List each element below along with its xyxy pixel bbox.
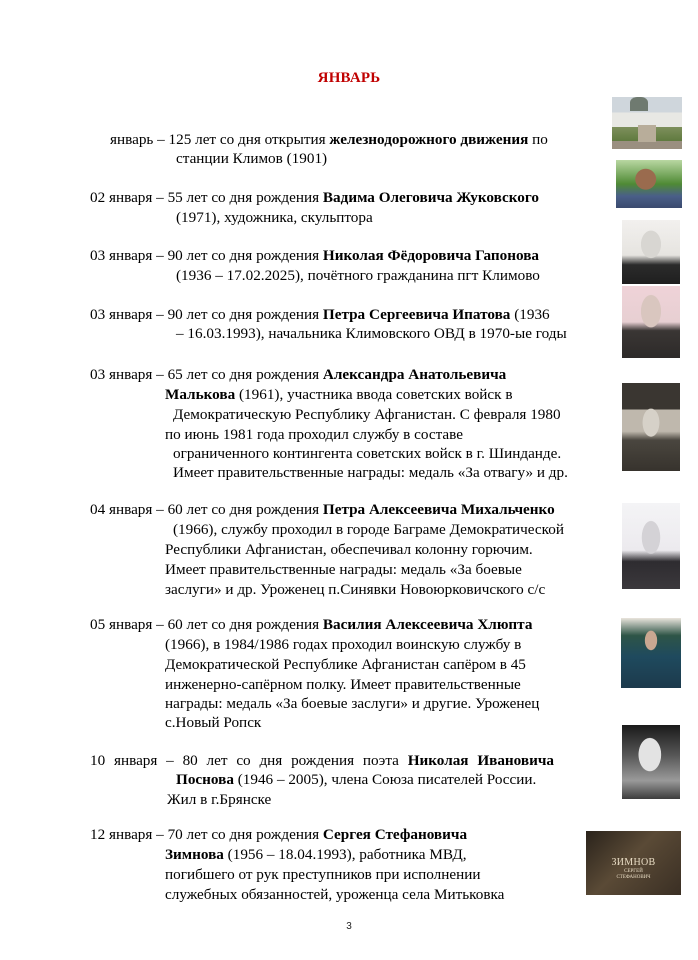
plaque-name: СЕРГЕЙ: [624, 869, 643, 874]
entry-line: ограниченного контингента советских войск в г. Шинданде.: [173, 445, 562, 462]
zimnov-memorial-plaque: [586, 831, 681, 895]
entry-line: по июнь 1981 года проходил службу в составе: [165, 426, 463, 443]
entry-line: (1971), художника, скульптора: [176, 209, 373, 226]
month-heading: ЯНВАРЬ: [317, 70, 381, 86]
entry-line: (1966), службу проходил в городе Баграме Демократической: [173, 521, 564, 538]
entry-line: 03 января – 65 лет со дня рождения Александра Анатольевича: [90, 366, 507, 383]
entry-line: 03 января – 90 лет со дня рождения Николая Фёдоровича Гапонова: [90, 247, 539, 264]
entry-line: инженерно-сапёрном полку. Имеет правительственные: [165, 676, 521, 693]
entry-line: 02 января – 55 лет со дня рождения Вадима Олеговича Жуковского: [90, 189, 540, 206]
entry-line: Зимнова (1956 – 18.04.1993), работника МВД,: [165, 846, 467, 863]
entry-line: 04 января – 60 лет со дня рождения Петра Алексеевича Михальченко: [90, 501, 555, 518]
entry-line: Демократической Республике Афганистан сапёром в 45: [165, 656, 526, 673]
entry-line: 12 января – 70 лет со дня рождения Сергея Стефановича: [90, 826, 468, 843]
entry-line: 10 января – 80 лет со дня рождения поэта Николая Ивановича: [90, 752, 555, 769]
entry-line: погибшего от рук преступников при исполнении: [165, 866, 481, 883]
entry-line: Малькова (1961), участника ввода советских войск в: [165, 386, 513, 403]
entry-line: служебных обязанностей, уроженца села Митьковка: [165, 886, 505, 903]
entry-line: Жил в г.Брянске: [167, 791, 272, 808]
entry-line: (1936 – 17.02.2025), почётного гражданина пгт Климово: [176, 267, 540, 284]
page-number: 3: [346, 921, 352, 932]
entry-line: Имеет правительственные награды: медаль «За отвагу» и др.: [173, 464, 568, 481]
ipatov-portrait: [622, 286, 680, 358]
entry-line: – 16.03.1993), начальника Климовского ОВД в 1970-ые годы: [176, 325, 567, 342]
entry-line: с.Новый Ропск: [165, 714, 262, 731]
entry-line: 03 января – 90 лет со дня рождения Петра Сергеевича Ипатова (1936: [90, 306, 550, 323]
zhukovsky-portrait: [616, 160, 682, 208]
entry-line: Поснова (1946 – 2005), члена Союза писателей России.: [176, 771, 537, 788]
mikhalchenko-portrait: [622, 503, 680, 589]
posnov-portrait: [622, 725, 680, 799]
plaque-surname: ЗИМНОВ: [611, 857, 656, 868]
railway-station-photo: [612, 97, 682, 149]
entry-line: 05 января – 60 лет со дня рождения Василия Алексеевича Хлюпта: [90, 616, 533, 633]
entry-line: январь – 125 лет со дня открытия железнодорожного движения по: [110, 131, 548, 148]
entry-line: заслуги» и др. Уроженец п.Синявки Новоюрковичского с/с: [165, 581, 546, 598]
plaque-patronymic: СТЕФАНОВИЧ: [616, 875, 651, 880]
entry-line: Демократическую Республику Афганистан. С февраля 1980: [173, 406, 561, 423]
entry-line: награды: медаль «За боевые заслуги» и другие. Уроженец: [165, 695, 540, 712]
entry-line: (1966), в 1984/1986 годах проходил воинскую службу в: [165, 636, 522, 653]
khlyupta-portrait: [621, 618, 681, 688]
gaponov-portrait: [622, 220, 680, 284]
entry-line: станции Климов (1901): [176, 150, 328, 167]
malkov-portrait: [622, 383, 680, 471]
entry-line: Имеет правительственные награды: медаль «За боевые: [165, 561, 522, 578]
entry-line: Республики Афганистан, обеспечивал колонну горючим.: [165, 541, 533, 558]
